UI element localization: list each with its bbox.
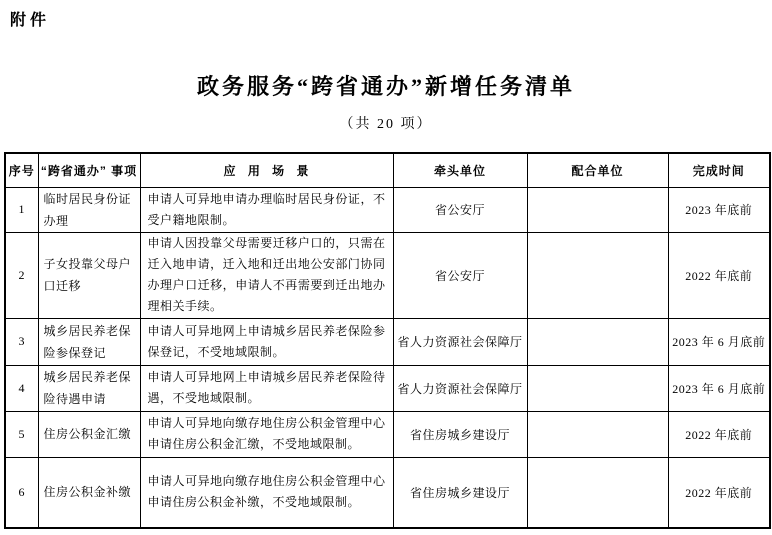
lead-unit: 省人力资源社会保障厅 [393, 365, 527, 411]
table-row [5, 318, 770, 365]
support-unit [527, 187, 668, 232]
table-row [5, 187, 770, 232]
support-unit [527, 411, 668, 457]
item-name: 城乡居民养老保险待遇申请 [38, 365, 140, 411]
table-row [5, 232, 770, 318]
row-number: 5 [5, 411, 38, 457]
support-unit [527, 365, 668, 411]
support-unit [527, 232, 668, 318]
application-scene: 申请人可异地申请办理临时居民身份证，不受户籍地限制。 [140, 187, 393, 232]
item-name: 住房公积金补缴 [38, 457, 140, 528]
application-scene: 申请人可异地向缴存地住房公积金管理中心申请住房公积金补缴，不受地域限制。 [140, 457, 393, 528]
header-no: 序号 [5, 153, 38, 187]
header-scene: 应 用 场 景 [140, 153, 393, 187]
attachment-label: 附件 [10, 12, 51, 29]
support-unit [527, 457, 668, 528]
page-subtitle: （共 20 项） [339, 117, 433, 132]
deadline: 2023 年 6 月底前 [668, 365, 770, 411]
deadline: 2022 年底前 [668, 411, 770, 457]
row-number: 6 [5, 457, 38, 528]
application-scene: 申请人可异地网上申请城乡居民养老保险参保登记，不受地域限制。 [140, 318, 393, 365]
header-deadline: 完成时间 [668, 153, 770, 187]
header-support-unit: 配合单位 [527, 153, 668, 187]
table-row [5, 457, 770, 528]
application-scene: 申请人可异地向缴存地住房公积金管理中心申请住房公积金汇缴，不受地域限制。 [140, 411, 393, 457]
row-number: 1 [5, 187, 38, 232]
deadline: 2022 年底前 [668, 457, 770, 528]
lead-unit: 省住房城乡建设厅 [393, 411, 527, 457]
application-scene: 申请人可异地网上申请城乡居民养老保险待遇，不受地域限制。 [140, 365, 393, 411]
item-name: 城乡居民养老保险参保登记 [38, 318, 140, 365]
item-name: 住房公积金汇缴 [38, 411, 140, 457]
deadline: 2023 年 6 月底前 [668, 318, 770, 365]
lead-unit: 省公安厅 [393, 232, 527, 318]
lead-unit: 省人力资源社会保障厅 [393, 318, 527, 365]
lead-unit: 省住房城乡建设厅 [393, 457, 527, 528]
row-number: 4 [5, 365, 38, 411]
header-lead-unit: 牵头单位 [393, 153, 527, 187]
table-header-row [5, 153, 770, 187]
deadline: 2023 年底前 [668, 187, 770, 232]
row-number: 2 [5, 232, 38, 318]
header-item: “跨省通办” 事项 [38, 153, 140, 187]
table-row [5, 365, 770, 411]
support-unit [527, 318, 668, 365]
deadline: 2022 年底前 [668, 232, 770, 318]
application-scene: 申请人因投靠父母需要迁移户口的，只需在迁入地申请，迁入地和迁出地公安部门协同办理户口迁移，申请人不再需要到迁出地办理相关手续。 [140, 232, 393, 318]
item-name: 子女投靠父母户口迁移 [38, 232, 140, 318]
task-list-table [4, 152, 771, 529]
row-number: 3 [5, 318, 38, 365]
page-title: 政务服务“跨省通办”新增任务清单 [196, 74, 575, 99]
table-row [5, 411, 770, 457]
item-name: 临时居民身份证办理 [38, 187, 140, 232]
lead-unit: 省公安厅 [393, 187, 527, 232]
